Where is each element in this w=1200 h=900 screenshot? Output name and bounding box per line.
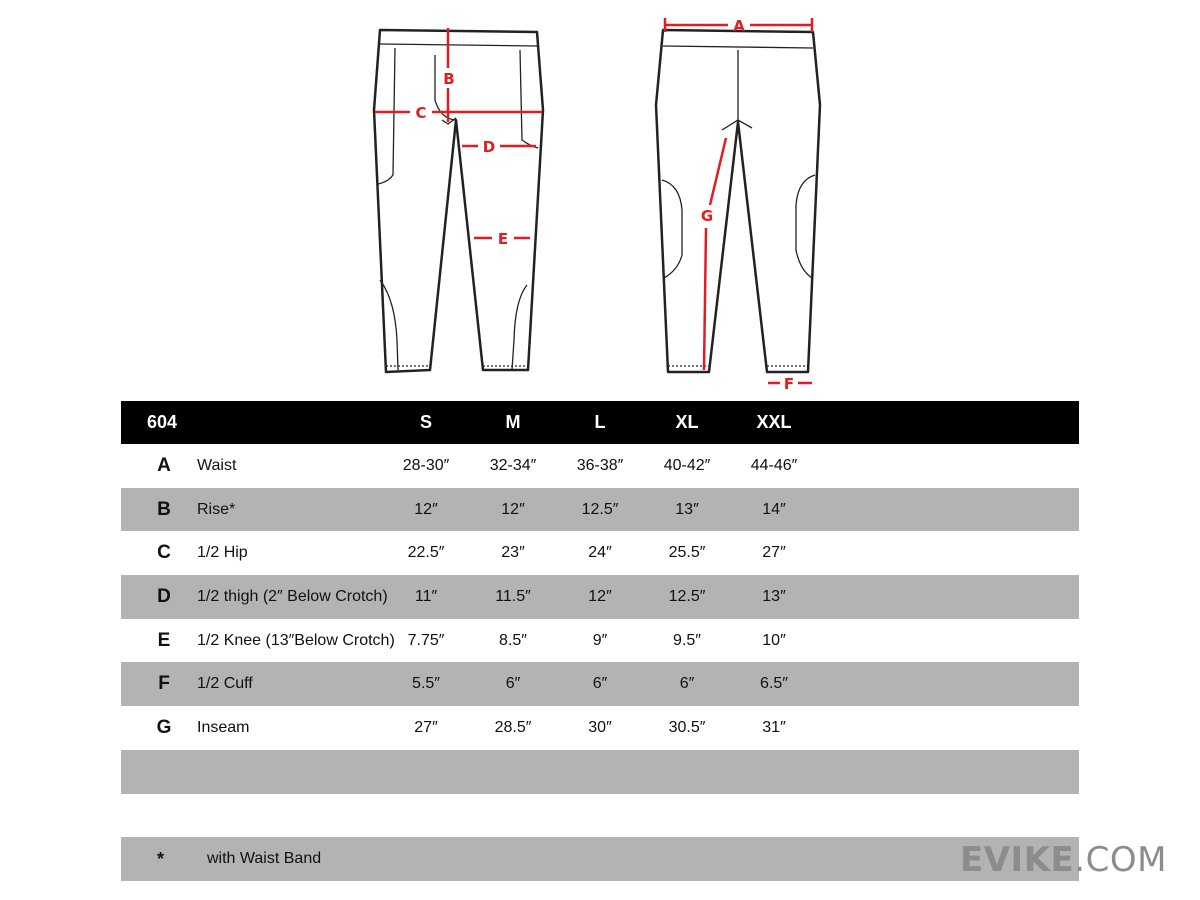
row-value: 32-34″ bbox=[489, 456, 537, 474]
label-c: C bbox=[415, 104, 427, 122]
row-letter: C bbox=[157, 542, 171, 564]
table-row bbox=[121, 706, 1079, 750]
table-row bbox=[121, 575, 1079, 619]
size-chart-table bbox=[121, 401, 1079, 794]
row-value: 6″ bbox=[679, 675, 695, 693]
label-f: F bbox=[783, 375, 795, 393]
label-e: E bbox=[497, 230, 509, 248]
logo-bold-text: EVIKE bbox=[960, 840, 1075, 880]
row-label: Inseam bbox=[197, 718, 250, 736]
table-row bbox=[121, 531, 1079, 575]
row-value: 28-30″ bbox=[402, 456, 450, 474]
row-value: 40-42″ bbox=[663, 456, 711, 474]
row-value: 6″ bbox=[592, 675, 608, 693]
row-value: 12.5″ bbox=[668, 587, 706, 605]
row-value: 23″ bbox=[501, 544, 525, 562]
size-header-m: M bbox=[505, 412, 521, 432]
row-value: 8.5″ bbox=[499, 631, 527, 649]
row-letter: D bbox=[157, 585, 171, 607]
label-a: A bbox=[733, 17, 745, 35]
row-label: 1/2 Cuff bbox=[197, 675, 253, 693]
row-value: 6.5″ bbox=[760, 675, 788, 693]
evike-logo bbox=[960, 838, 1167, 882]
row-value: 30.5″ bbox=[668, 718, 706, 736]
row-letter: G bbox=[156, 716, 172, 738]
label-g: G bbox=[700, 207, 714, 225]
footnote-text: with Waist Band bbox=[207, 850, 322, 867]
table-row bbox=[121, 488, 1079, 532]
pants-measurement-diagram bbox=[0, 0, 1200, 395]
row-value: 9″ bbox=[592, 631, 608, 649]
logo-light-text: .COM bbox=[1074, 840, 1167, 880]
row-value: 12.5″ bbox=[581, 500, 619, 518]
table-row bbox=[121, 662, 1079, 706]
row-letter: E bbox=[157, 629, 171, 651]
row-value: 27″ bbox=[414, 718, 438, 736]
row-value: 22.5″ bbox=[407, 544, 445, 562]
row-value: 44-46″ bbox=[750, 456, 798, 474]
row-label: 1/2 thigh (2″ Below Crotch) bbox=[197, 587, 388, 605]
table-row bbox=[121, 444, 1079, 488]
row-label: 1/2 Hip bbox=[197, 544, 248, 562]
row-value: 6″ bbox=[505, 675, 521, 693]
row-label: Waist bbox=[197, 456, 237, 474]
front-view-pants bbox=[374, 30, 543, 372]
row-value: 11.5″ bbox=[495, 587, 531, 605]
label-b: B bbox=[443, 70, 455, 88]
row-letter: B bbox=[157, 498, 171, 520]
row-value: 27″ bbox=[762, 544, 786, 562]
size-header-xxl: XXL bbox=[756, 412, 792, 432]
footnote-row bbox=[121, 837, 1079, 881]
table-header-row bbox=[121, 401, 1079, 444]
row-letter: F bbox=[158, 673, 170, 695]
row-label: 1/2 Knee (13″Below Crotch) bbox=[197, 631, 395, 649]
row-label: Rise* bbox=[197, 500, 236, 518]
table-row bbox=[121, 619, 1079, 663]
row-value: 12″ bbox=[501, 500, 525, 518]
row-value: 24″ bbox=[588, 544, 612, 562]
model-code: 604 bbox=[147, 412, 178, 432]
row-value: 30″ bbox=[588, 718, 612, 736]
size-header-l: L bbox=[594, 412, 606, 432]
row-letter: A bbox=[157, 454, 171, 476]
row-value: 13″ bbox=[762, 587, 786, 605]
row-value: 9.5″ bbox=[673, 631, 701, 649]
size-header-s: S bbox=[419, 412, 432, 432]
footnote-symbol: * bbox=[157, 848, 165, 869]
row-value: 25.5″ bbox=[668, 544, 706, 562]
row-value: 12″ bbox=[588, 587, 612, 605]
row-value: 36-38″ bbox=[576, 456, 624, 474]
row-value: 28.5″ bbox=[494, 718, 532, 736]
row-value: 31″ bbox=[762, 718, 786, 736]
size-header-xl: XL bbox=[675, 412, 699, 432]
empty-row bbox=[121, 750, 1079, 794]
row-value: 13″ bbox=[675, 500, 699, 518]
row-value: 7.75″ bbox=[407, 631, 445, 649]
row-value: 14″ bbox=[762, 500, 786, 518]
row-value: 12″ bbox=[414, 500, 438, 518]
row-value: 5.5″ bbox=[412, 675, 440, 693]
row-value: 10″ bbox=[762, 631, 786, 649]
label-d: D bbox=[482, 138, 496, 156]
row-value: 11″ bbox=[414, 587, 438, 605]
pants-diagram-svg bbox=[0, 0, 1200, 395]
